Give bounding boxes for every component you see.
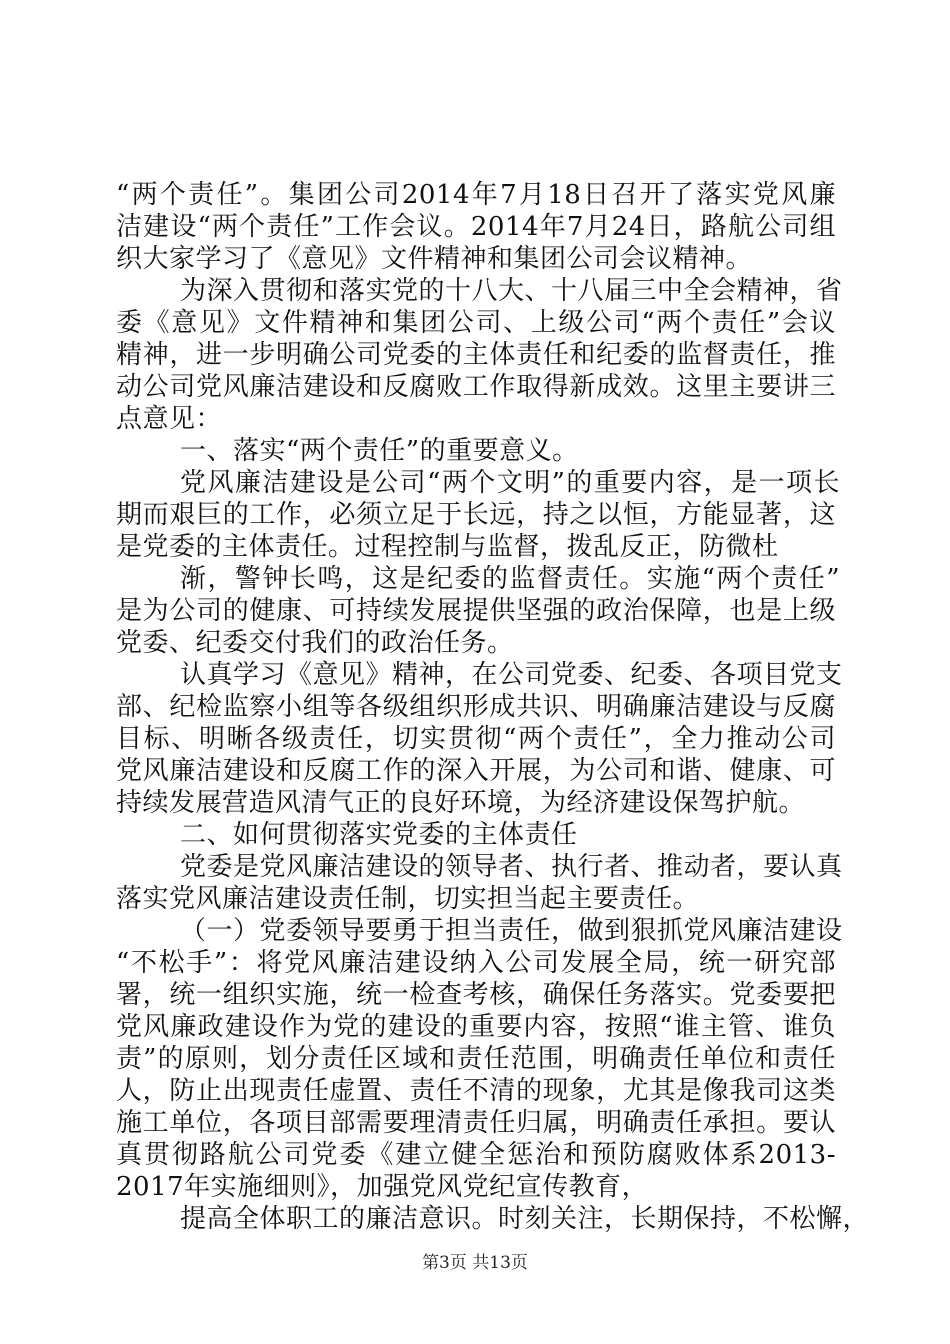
text-line: 人，防止出现责任虚置、责任不清的现象，尤其是像我司这类 bbox=[116, 1076, 836, 1106]
text-line: 党委、纪委交付我们的政治任务。 bbox=[116, 628, 514, 658]
text-line: 委《意见》文件精神和集团公司、上级公司“两个责任”会议 bbox=[116, 308, 836, 338]
text-line: 2017年实施细则》，加强党风党纪宣传教育， bbox=[116, 1172, 649, 1202]
text-line: 责”的原则，划分责任区域和责任范围，明确责任单位和责任 bbox=[116, 1044, 836, 1074]
section-heading: 二、如何贯彻落实党委的主体责任 bbox=[180, 820, 578, 850]
text-line: 持续发展营造风清气正的良好环境，为经济建设保驾护航。 bbox=[116, 788, 806, 818]
text-line: 党风廉洁建设和反腐工作的深入开展，为公司和谐、健康、可 bbox=[116, 756, 836, 786]
text-line: 点意见： bbox=[116, 404, 223, 434]
text-line: 落实党风廉洁建设责任制，切实担当起主要责任。 bbox=[116, 884, 700, 914]
paragraph-first-line: （一）党委领导要勇于担当责任，做到狠抓党风廉洁建设 bbox=[180, 916, 843, 946]
text-line: 目标、明晰各级责任，切实贯彻“两个责任”，全力推动公司 bbox=[116, 724, 836, 754]
text-line: 党风廉政建设作为党的建设的重要内容，按照“谁主管、谁负 bbox=[116, 1012, 836, 1042]
paragraph-first-line: 党风廉洁建设是公司“两个文明”的重要内容，是一项长 bbox=[180, 468, 840, 498]
text-line: 施工单位，各项目部需要理清责任归属，明确责任承担。要认 bbox=[116, 1108, 836, 1138]
text-line: “两个责任”。集团公司2014年7月18日召开了落实党风廉 bbox=[116, 180, 836, 210]
text-line: 洁建设“两个责任”工作会议。2014年7月24日，路航公司组 bbox=[116, 212, 836, 242]
section-heading: 一、落实“两个责任”的重要意义。 bbox=[180, 436, 579, 466]
paragraph-first-line: 为深入贯彻和落实党的十八大、十八届三中全会精神，省 bbox=[180, 276, 843, 306]
text-line: 精神，进一步明确公司党委的主体责任和纪委的监督责任，推 bbox=[116, 340, 836, 370]
text-line: 署，统一组织实施，统一检查考核，确保任务落实。党委要把 bbox=[116, 980, 836, 1010]
text-line: 织大家学习了《意见》文件精神和集团公司会议精神。 bbox=[116, 244, 753, 274]
text-line: 期而艰巨的工作，必须立足于长远，持之以恒，方能显著，这 bbox=[116, 500, 836, 530]
text-line: “不松手”：将党风廉洁建设纳入公司发展全局，统一研究部 bbox=[116, 948, 836, 978]
paragraph-first-line: 认真学习《意见》精神，在公司党委、纪委、各项目党支 bbox=[180, 660, 843, 690]
paragraph-first-line: 渐，警钟长鸣，这是纪委的监督责任。实施“两个责任” bbox=[180, 564, 840, 594]
paragraph-first-line: 提高全体职工的廉洁意识。时刻关注，长期保持，不松懈， bbox=[180, 1204, 870, 1234]
paragraph-first-line: 党委是党风廉洁建设的领导者、执行者、推动者，要认真 bbox=[180, 852, 843, 882]
text-line: 是为公司的健康、可持续发展提供坚强的政治保障，也是上级 bbox=[116, 596, 836, 626]
text-line: 部、纪检监察小组等各级组织形成共识、明确廉洁建设与反腐 bbox=[116, 692, 836, 722]
page-number-footer: 第3页 共13页 bbox=[422, 1253, 528, 1273]
text-line: 真贯彻路航公司党委《建立健全惩治和预防腐败体系2013- bbox=[116, 1140, 836, 1170]
text-line: 是党委的主体责任。过程控制与监督，拨乱反正，防微杜 bbox=[116, 532, 779, 562]
text-line: 动公司党风廉洁建设和反腐败工作取得新成效。这里主要讲三 bbox=[116, 372, 836, 402]
